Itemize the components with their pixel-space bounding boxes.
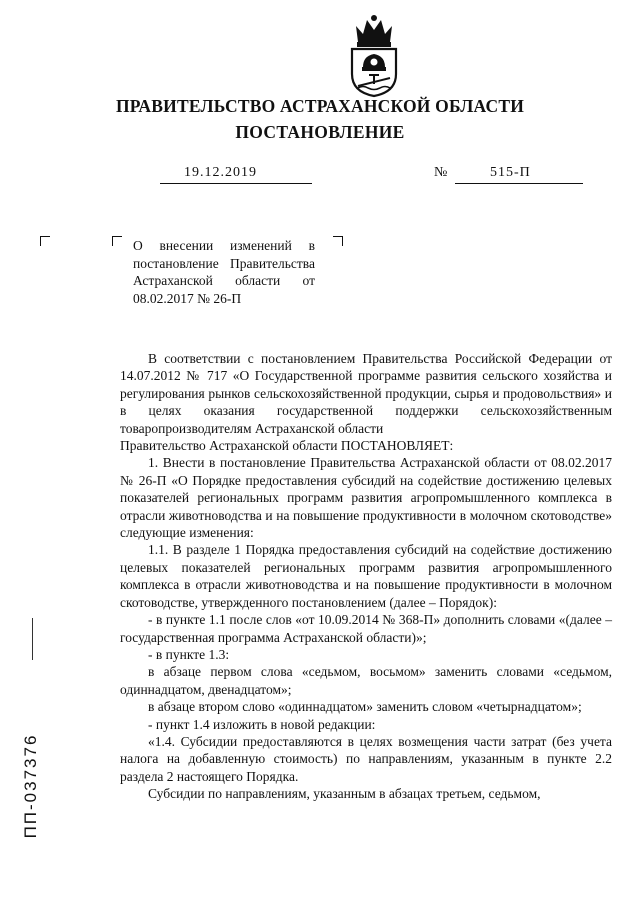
body-paragraph: в абзаце втором слово «одиннадцатом» заменить словом «четырнадцатом»;: [148, 699, 582, 715]
body-paragraph: 1. Внести в постановление Правительства Астраханской области от 08.02.2017 № 26-П «О Порядке предоставления субсидий на содействие достижению целевых показателей региональных программ развития агропромышленного комплекса в отрасли животноводства и на повышение продуктивности в молочном скотоводстве» следующие изменения:: [120, 455, 612, 541]
body-paragraph: 1.1. В разделе 1 Порядка предоставления субсидий на содействие достижению целевых показателей региональных программ развития агропромышленного комплекса в отрасли животноводства и на повышение продуктивности в молочном скотоводстве, утвержденного постановлением (далее – Порядок):: [120, 542, 612, 610]
number-underline: [455, 183, 583, 184]
body-paragraph: «1.4. Субсидии предоставляются в целях возмещения части затрат (без учета налога на добавленную стоимость) по направлениям, указанным в пункте 2.2 раздела 2 настоящего Порядка.: [120, 733, 612, 784]
body-paragraph: В соответствии с постановлением Правительства Российской Федерации от 14.07.2012 № 717 «О Государственной программе развития сельского хозяйства и регулирования рынков сельскохозяйственной продукции, сырья и продовольствия» и в целях оказания государственной поддержки сельскохозяйственным товаропроизводителям Астраханской области: [120, 351, 612, 436]
corner-mark-subject-left: [112, 236, 122, 246]
organization-title: ПРАВИТЕЛЬСТВО АСТРАХАНСКОЙ ОБЛАСТИ: [115, 96, 525, 116]
body-paragraph: Правительство Астраханской области ПОСТАНОВЛЯЕТ:: [120, 438, 454, 454]
body-paragraph: - пункт 1.4 изложить в новой редакции:: [148, 716, 376, 732]
document-subject: О внесении изменений в постановление Правительства Астраханской области от 08.02.2017 № 26-П: [133, 238, 315, 306]
date-underline: [160, 183, 312, 184]
margin-line: [32, 618, 33, 660]
corner-mark-left: [40, 236, 50, 246]
body-paragraph: - в пункте 1.3:: [148, 646, 230, 662]
coat-of-arms-icon: [346, 12, 402, 98]
body-paragraph: - в пункте 1.1 после слов «от 10.09.2014 № 368-П» дополнить словами «(далее – государственная программа Астраханской области)»;: [120, 612, 612, 645]
body-paragraph: Субсидии по направлениям, указанным в абзацах третьем, седьмом,: [148, 786, 541, 802]
document-body: [120, 350, 612, 803]
document-type: ПОСТАНОВЛЕНИЕ: [235, 122, 405, 142]
corner-mark-subject-right: [333, 236, 343, 246]
document-date: 19.12.2019: [184, 165, 257, 180]
margin-stamp: [18, 706, 44, 866]
number-sign: №: [434, 165, 448, 180]
body-paragraph: в абзаце первом слова «седьмом, восьмом» заменить словами «седьмом, одиннадцатом, двенадцатом»;: [120, 664, 612, 697]
margin-stamp-text: ПП-037376: [21, 733, 40, 839]
document-number: 515-П: [490, 165, 531, 180]
